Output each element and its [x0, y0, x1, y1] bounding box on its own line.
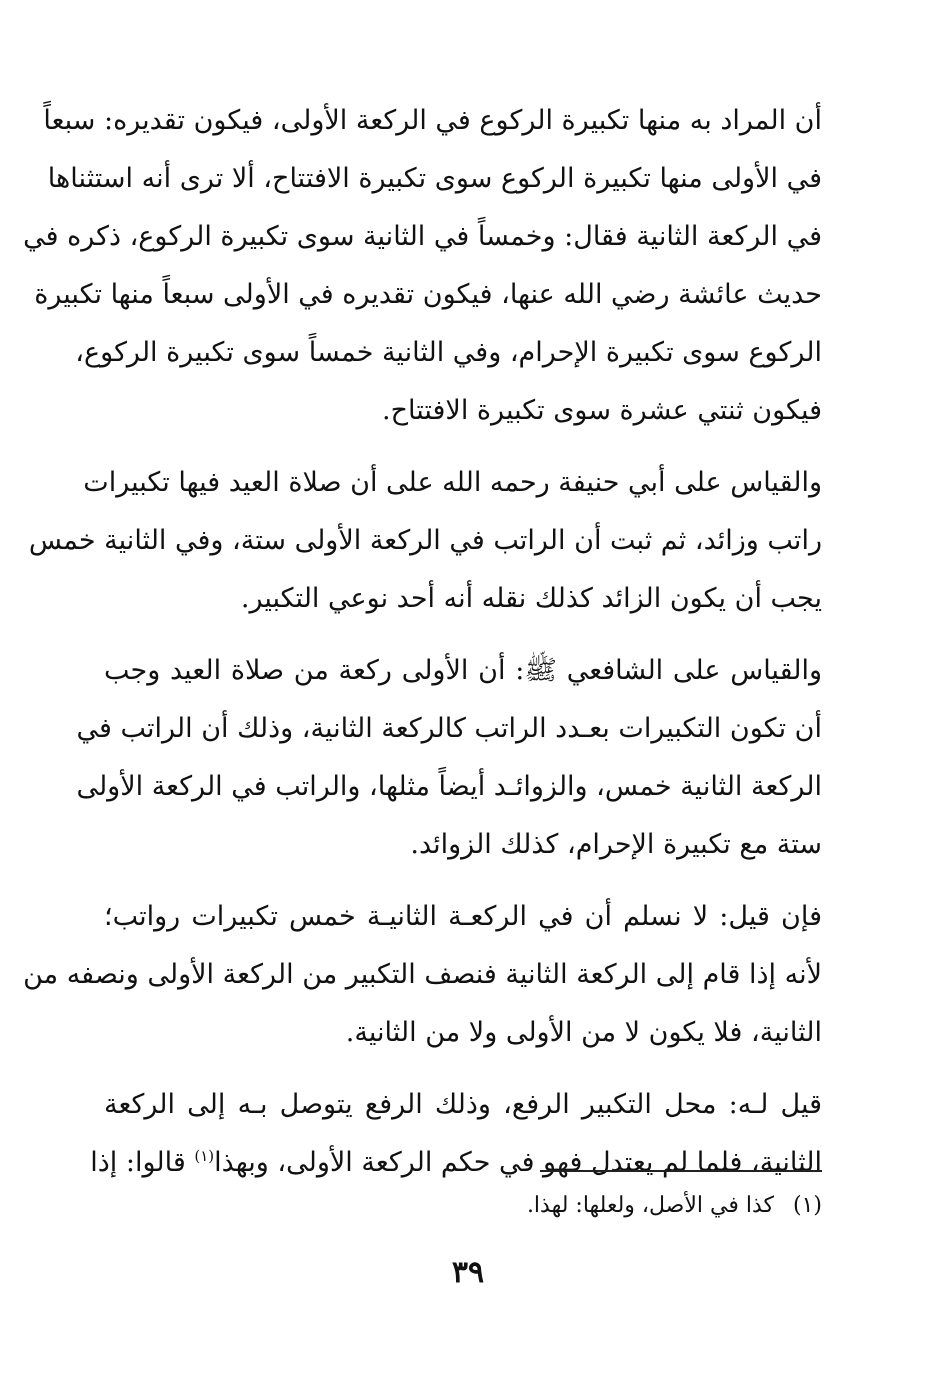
text-segment: الثانية، فلما لم يعتدل فهو في حكم الركعة الأولى، وبهذا — [214, 1147, 822, 1178]
paragraph-spacer — [104, 628, 822, 642]
paragraph-spacer — [104, 440, 822, 454]
paragraph-4 — [23, 888, 822, 1062]
page-body — [23, 92, 822, 1192]
footnote-text: كذا في الأصل، ولعلها: لهذا. — [526, 1193, 774, 1218]
paragraph-spacer — [104, 1062, 822, 1076]
text-line-with-footnote-ref — [90, 1134, 822, 1192]
text-line: لأنه إذا قام إلى الركعة الثانية فنصف التكبير من الركعة الأولى ونصفه من — [23, 959, 822, 990]
text-line: الركعة الثانية خمس، والزوائـد أيضاً مثلها، والراتب في الركعة الأولى — [76, 771, 822, 802]
footnote-reference[interactable]: (١) — [194, 1147, 215, 1165]
text-line: الركوع سوى تكبيرة الإحرام، وفي الثانية خمساً سوى تكبيرة الركوع، — [75, 337, 822, 368]
footnote-separator — [540, 1170, 822, 1172]
text-line: فإن قيل: لا نسلم أن في الركعـة الثانيـة خمس تكبيرات رواتب؛ — [104, 901, 822, 932]
paragraph-5 — [90, 1076, 822, 1192]
text-line: في الأولى منها تكبيرة الركوع سوى تكبيرة الافتتاح، ألا ترى أنه استثناها — [47, 163, 822, 194]
paragraph-2 — [28, 454, 822, 628]
footnote — [104, 1188, 822, 1224]
paragraph-spacer — [104, 874, 822, 888]
text-line: والقياس على الشافعي ﷺ: أن الأولى ركعة من صلاة العيد وجب — [104, 655, 822, 686]
footnote-marker: (١) — [792, 1193, 822, 1218]
text-line: أن تكون التكبيرات بعـدد الراتب كالركعة الثانية، وذلك أن الراتب في — [76, 713, 822, 744]
paragraph-3 — [76, 642, 822, 874]
paragraph-1 — [23, 92, 822, 440]
text-line: فيكون ثنتي عشرة سوى تكبيرة الافتتاح. — [381, 395, 822, 426]
text-line: ستة مع تكبيرة الإحرام، كذلك الزوائد. — [410, 829, 822, 860]
text-line: قيل لـه: محل التكبير الرفع، وذلك الرفع يتوصل بـه إلى الركعة — [104, 1089, 822, 1120]
text-line: حديث عائشة رضي الله عنها، فيكون تقديره في الأولى سبعاً منها تكبيرة — [34, 279, 822, 310]
text-segment: قالوا: إذا — [90, 1147, 195, 1178]
text-line: والقياس على أبي حنيفة رحمه الله على أن صلاة العيد فيها تكبيرات — [83, 467, 822, 498]
text-line: في الركعة الثانية فقال: وخمساً في الثانية سوى تكبيرة الركوع، ذكره في — [23, 221, 822, 252]
text-line: يجب أن يكون الزائد كذلك نقله أنه أحد نوعي التكبير. — [240, 583, 822, 614]
page-number: ٣٩ — [451, 1255, 485, 1290]
text-line: الثانية، فلا يكون لا من الأولى ولا من الثانية. — [345, 1017, 822, 1048]
text-line: أن المراد به منها تكبيرة الركوع في الركعة الأولى، فيكون تقديره: سبعاً — [43, 105, 822, 136]
text-line: راتب وزائد، ثم ثبت أن الراتب في الركعة الأولى ستة، وفي الثانية خمس — [28, 525, 822, 556]
